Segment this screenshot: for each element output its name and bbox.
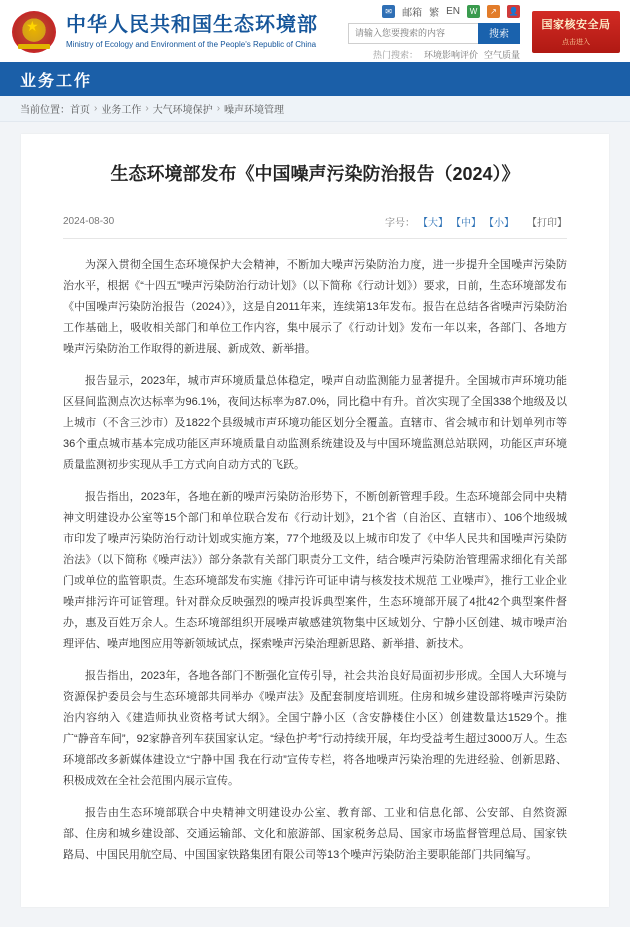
search-input[interactable] bbox=[348, 23, 478, 44]
article-paragraph-5: 报告由生态环境部联合中央精神文明建设办公室、教育部、工业和信息化部、公安部、自然资源部、住房和城乡建设部、交通运输部、文化和旅游部、国家税务总局、国家市场监督管理总局、国家铁路局、中国民用航空局、中国国家铁路集团有限公司等13个噪声污染防治主要职能部门共同编写。 bbox=[63, 807, 567, 861]
user-icon[interactable]: 👤 bbox=[508, 6, 519, 16]
mail-icon[interactable]: ✉ bbox=[382, 5, 395, 18]
site-title-cn: 中华人民共和国生态环境部 bbox=[66, 14, 318, 36]
wechat-icon[interactable]: W bbox=[467, 5, 480, 18]
breadcrumb-separator-3: › bbox=[216, 103, 221, 114]
search-button[interactable]: 搜索 bbox=[478, 23, 520, 44]
breadcrumb-separator-1: › bbox=[94, 103, 98, 114]
section-navbar bbox=[0, 62, 630, 96]
article-title: 生态环境部发布《中国噪声污染防治报告（2024）》 bbox=[110, 164, 520, 184]
hot-search-row bbox=[373, 48, 520, 61]
breadcrumb-label: 当前位置： bbox=[20, 105, 70, 116]
banner-subtitle: 点击进入 bbox=[562, 39, 590, 46]
top-link-traditional[interactable]: 繁 bbox=[429, 7, 440, 19]
share-icon[interactable]: ↗ bbox=[487, 5, 500, 18]
font-size-medium[interactable]: 【中】 bbox=[451, 218, 481, 229]
page-background bbox=[0, 122, 630, 927]
hot-word-2[interactable]: 空气质量 bbox=[483, 49, 520, 60]
hot-search-label: 热门搜索： bbox=[372, 49, 418, 60]
article-body bbox=[63, 255, 567, 866]
article-paragraph-1: 为深入贯彻全国生态环境保护大会精神，不断加大噪声污染防治力度，进一步提升全国噪声污染防治水平，根据《“十四五”噪声污染防治行动计划》（以下简称《行动计划》）要求，日前，生态环境部发布《中国噪声污染防治报告（2024）》，这是自2011年来，连续第13年发布。报告在总结各省噪声污染防治工作基础上，吸收相关部门和单位工作内容，集中展示了《行动计划》发布一年以来，各部门、各地方噪声污染防治工作取得的新进展、新成效、新举措。 bbox=[63, 259, 567, 355]
top-link-english[interactable]: EN bbox=[446, 5, 460, 17]
article-paragraph-3: 报告指出，2023年，各地在新的噪声污染防治形势下，不断创新管理手段。生态环境部会同中央精神文明建设办公室等15个部门和单位联合发布《行动计划》，21个省（自治区、直辖市）、106个地级城市印发了噪声污染防治行动计划或实施方案，77个地级及以上城市印发了《中华人民共和国噪声污染防治法》（以下简称《噪声法》）部分条款有关部门职责分工文件，结合噪声污染防治管理需求细化有关部门或单位的监管职责。生态环境部发布实施《排污许可证申请与核发技术规范 工业噪声》，推行工业企业噪声排污许可证管理。针对群众反映强烈的噪声投诉典型案件，生态环境部开展了4批42个典型案件督办，惠及百姓万余人。生态环境部组织开展噪声敏感建筑物集中区域划分、宁静小区创建、城市噪声治理评估、噪声地图应用等新领域试点，探索噪声污染治理新思路、新举措、新技术。 bbox=[63, 491, 567, 650]
print-button[interactable]: 【打印】 bbox=[527, 218, 567, 229]
breadcrumb-item-noise[interactable]: 噪声环境管理 bbox=[224, 105, 285, 116]
section-title: 业务工作 bbox=[20, 72, 93, 90]
article-date: 2024-08-30 bbox=[63, 216, 115, 227]
top-link-mail[interactable]: 邮箱 bbox=[402, 7, 423, 19]
header-right bbox=[348, 4, 520, 61]
article-paragraph-4: 报告指出，2023年，各地各部门不断强化宣传引导，社会共治良好局面初步形成。全国人大环境与资源保护委员会与生态环境部共同举办《噪声法》及配套制度培训班。住房和城乡建设部将噪声污染防治内容纳入《建造师执业资格考试大纲》。全国宁静小区（含安静楼住小区）创建数量达1529个。推广“静音车间”，92家静音列车获国家认定。“绿色护考”行动持续开展，年均受益考生超过3000万人。生态环境部改多新媒体建设立“宁静中国 我在行动”宣传专栏，将各地噪声污染治理的先进经验、创新思路、积极成效在全社会范围内展示宣传。 bbox=[63, 670, 567, 787]
breadcrumb-item-air[interactable]: 大气环境保护 bbox=[152, 105, 213, 116]
search-row bbox=[348, 23, 520, 44]
font-size-label: 字号： bbox=[385, 218, 415, 229]
article-meta bbox=[63, 214, 567, 239]
font-size-large[interactable]: 【大】 bbox=[418, 218, 448, 229]
banner-title: 国家核安全局 bbox=[541, 19, 611, 31]
breadcrumb bbox=[0, 96, 630, 122]
font-size-controls bbox=[385, 214, 567, 229]
hot-word-1[interactable]: 环境影响评价 bbox=[423, 49, 478, 60]
national-emblem-icon: ★ bbox=[12, 9, 58, 55]
top-links bbox=[382, 4, 520, 19]
site-header bbox=[0, 0, 630, 62]
breadcrumb-item-home[interactable]: 首页 bbox=[70, 105, 90, 116]
breadcrumb-item-work[interactable]: 业务工作 bbox=[101, 105, 142, 116]
article-paragraph-2: 报告显示，2023年，城市声环境质量总体稳定，噪声自动监测能力显著提升。全国城市声环境功能区昼间监测点次达标率为96.1%，夜间达标率为87.0%，同比稳中有升。首次实现了全国338个地级及以上城市（不含三沙市）及1822个县级城市声环境功能区划分全覆盖。直辖市、省会城市和计划单列市等36个重点城市基本完成功能区声环境质量自动监测系统建设及与中国环境监测总站联网，功能区声环境质量监测初步实现从手工方式向自动方式的飞跃。 bbox=[63, 375, 567, 471]
font-size-small[interactable]: 【小】 bbox=[484, 218, 514, 229]
nuclear-safety-banner[interactable] bbox=[532, 11, 620, 53]
article-card bbox=[21, 134, 609, 907]
site-title-en: Ministry of Ecology and Environment of the People's Republic of China bbox=[66, 40, 317, 49]
site-title-block bbox=[66, 13, 318, 51]
breadcrumb-separator-2: › bbox=[145, 103, 149, 114]
